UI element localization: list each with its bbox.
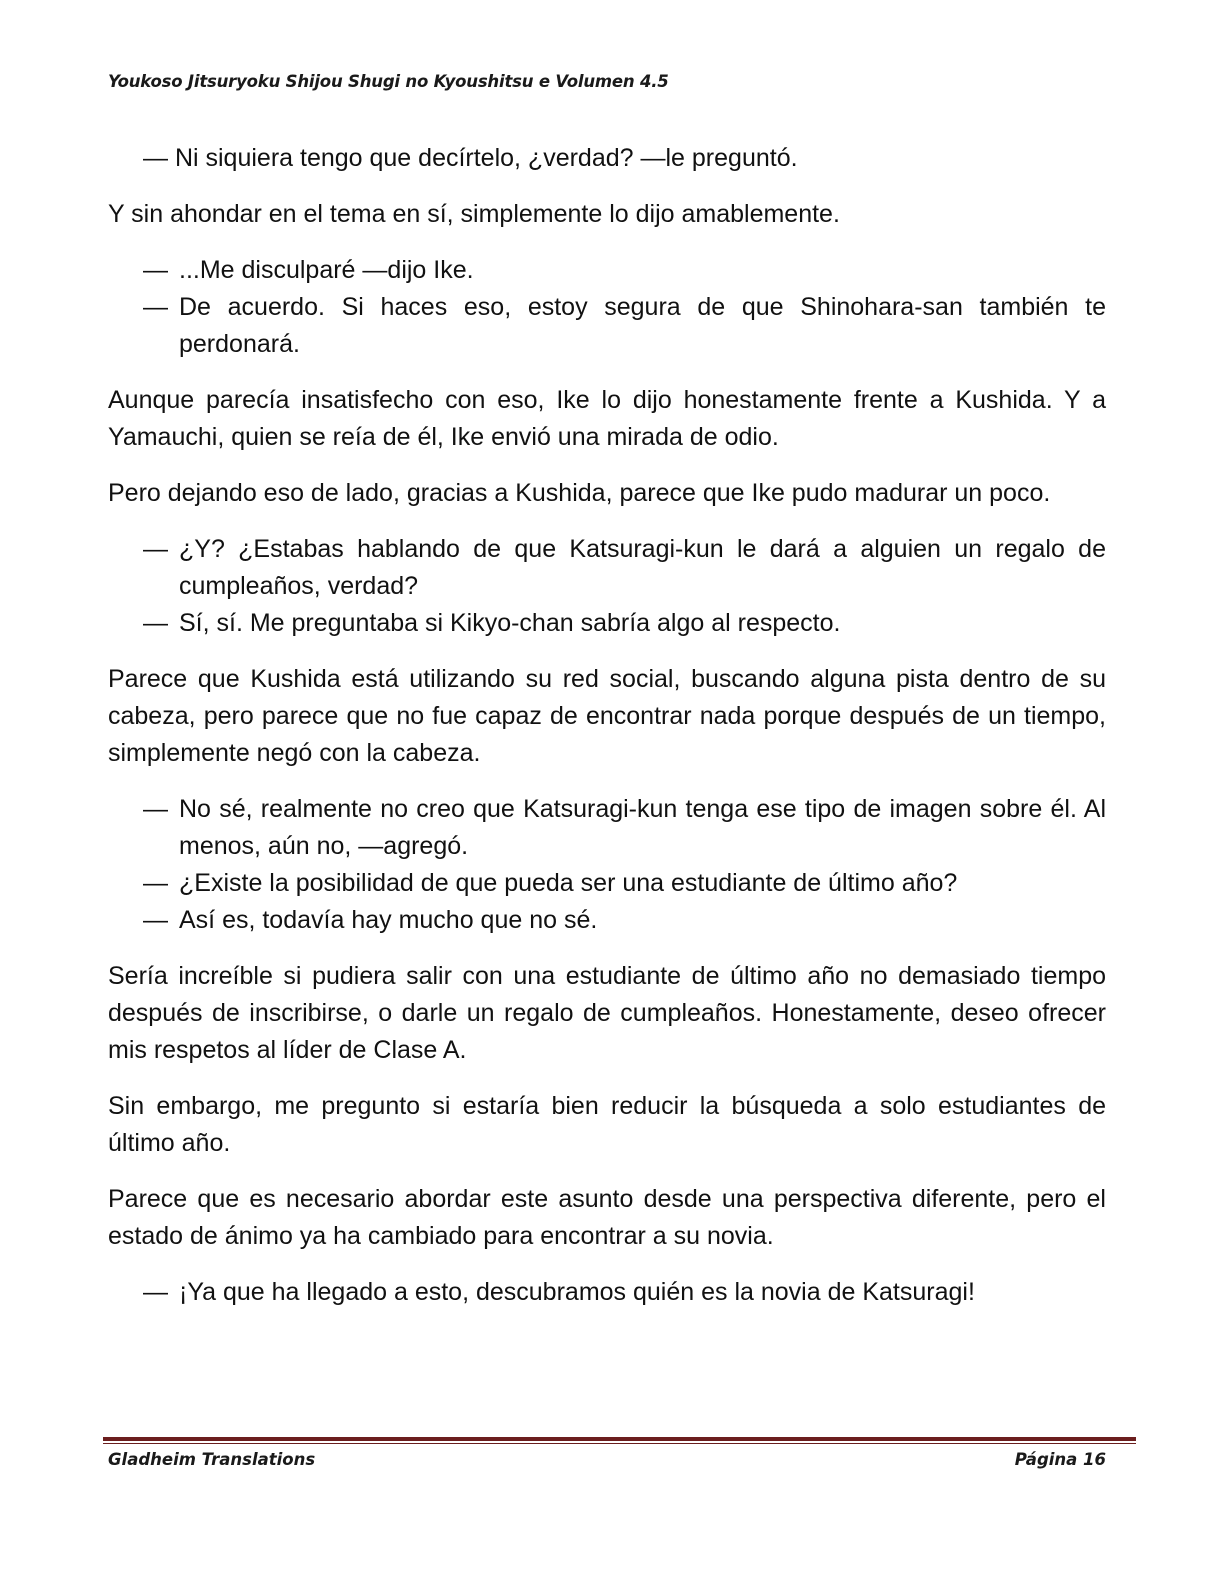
dialogue-line — [143, 605, 1106, 642]
em-dash: — — [143, 256, 168, 284]
dialogue-group — [108, 252, 1106, 363]
paragraph: Pero dejando eso de lado, gracias a Kushida, parece que Ike pudo madurar un poco. — [108, 479, 1051, 507]
dialogue-text: — Ni siquiera tengo que decírtelo, ¿verdad? —le preguntó. — [143, 144, 798, 172]
dialogue-line — [143, 865, 1106, 902]
running-header: Youkoso Jitsuryoku Shijou Shugi no Kyoushitsu e Volumen 4.5 — [108, 72, 669, 91]
dialogue-line — [143, 140, 1106, 177]
dialogue-text: ¡Ya que ha llegado a esto, descubramos quién es la novia de Katsuragi! — [179, 1278, 975, 1306]
paragraph: Aunque parecía insatisfecho con eso, Ike lo dijo honestamente frente a Kushida. Y a Yamauchi, quien se reía de él, Ike envió una mirada de odio. — [108, 386, 1106, 451]
dialogue-group — [108, 1274, 1106, 1311]
translator-credit: Gladheim Translations — [108, 1450, 316, 1469]
em-dash: — — [143, 609, 168, 637]
dialogue-group — [108, 791, 1106, 939]
dialogue-text: ¿Existe la posibilidad de que pueda ser una estudiante de último año? — [179, 869, 958, 897]
footer-rule-thick — [103, 1437, 1136, 1441]
dialogue-group — [108, 140, 1106, 177]
em-dash: — — [143, 293, 168, 321]
dialogue-line — [143, 289, 1106, 363]
dialogue-text: Así es, todavía hay mucho que no sé. — [179, 906, 598, 934]
dialogue-text: ¿Y? ¿Estabas hablando de que Katsuragi-kun le dará a alguien un regalo de cumpleaños, verdad? — [179, 535, 1106, 600]
em-dash: — — [143, 1278, 168, 1306]
dialogue-text: De acuerdo. Si haces eso, estoy segura de que Shinohara-san también te perdonará. — [179, 293, 1106, 358]
page-number: Página 16 — [1014, 1450, 1106, 1469]
em-dash: — — [143, 535, 168, 563]
dialogue-line — [143, 252, 1106, 289]
em-dash: — — [143, 869, 168, 897]
dialogue-group — [108, 531, 1106, 642]
paragraph: Parece que es necesario abordar este asunto desde una perspectiva diferente, pero el estado de ánimo ya ha cambiado para encontrar a su novia. — [108, 1185, 1106, 1250]
paragraph: Y sin ahondar en el tema en sí, simplemente lo dijo amablemente. — [108, 200, 840, 228]
dialogue-line — [143, 902, 1106, 939]
page-body — [108, 140, 1106, 1330]
paragraph: Sin embargo, me pregunto si estaría bien reducir la búsqueda a solo estudiantes de último año. — [108, 1092, 1106, 1157]
dialogue-text: ...Me disculparé —dijo Ike. — [179, 256, 474, 284]
dialogue-text: No sé, realmente no creo que Katsuragi-kun tenga ese tipo de imagen sobre él. Al menos, aún no, —agregó. — [179, 795, 1106, 860]
em-dash: — — [143, 795, 168, 823]
dialogue-line — [143, 791, 1106, 865]
footer-rule-thin — [103, 1443, 1136, 1444]
paragraph: Parece que Kushida está utilizando su red social, buscando alguna pista dentro de su cabeza, pero parece que no fue capaz de encontrar nada porque después de un tiempo, simplemente negó con la cabeza. — [108, 665, 1106, 767]
dialogue-text: Sí, sí. Me preguntaba si Kikyo-chan sabría algo al respecto. — [179, 609, 841, 637]
paragraph: Sería increíble si pudiera salir con una estudiante de último año no demasiado tiempo después de inscribirse, o darle un regalo de cumpleaños. Honestamente, deseo ofrecer mis respetos al líder de Clase A. — [108, 962, 1106, 1064]
dialogue-line — [143, 1274, 1106, 1311]
em-dash: — — [143, 906, 168, 934]
dialogue-line — [143, 531, 1106, 605]
